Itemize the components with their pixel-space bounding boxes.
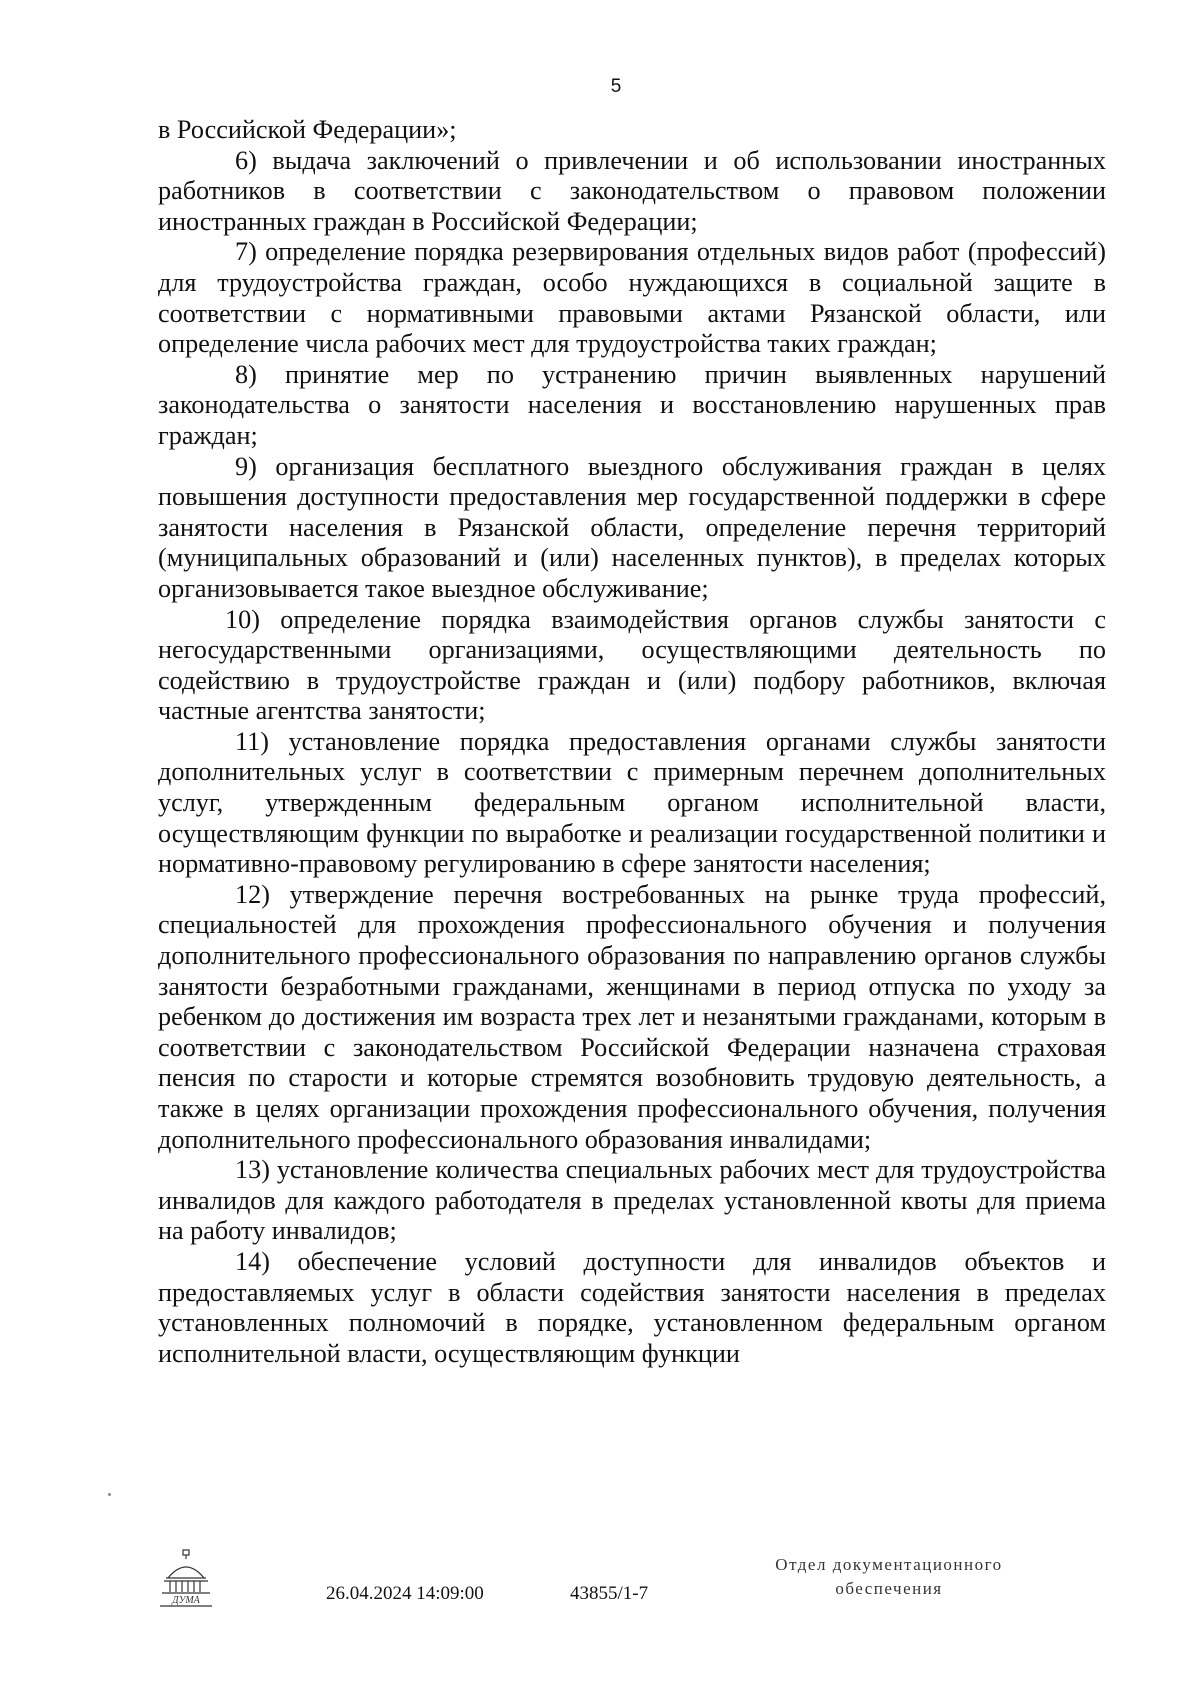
list-item-10: 10) определение порядка взаимодействия органов службы занятости с негосударственными организациями, осуществляющими деятельность по содействию в трудоустройстве граждан и (или) подбору работников, включая частные агентства занятости; bbox=[158, 604, 1106, 726]
logo-text: ДУМА bbox=[172, 1595, 200, 1606]
department-stamp bbox=[738, 1553, 1040, 1601]
page-number: 5 bbox=[610, 76, 622, 97]
list-item-11: 11) установление порядка предоставления органами службы занятости дополнительных услуг в соответствии с примерным перечнем дополнительных услуг, утвержденным федеральным органом исполнительной власти, осуществляющим функции по выработке и реализации государственной политики и нормативно-правовому регулированию в сфере занятости населения; bbox=[158, 726, 1106, 879]
list-item-7: 7) определение порядка резервирования отдельных видов работ (профессий) для трудоустройства граждан, особо нуждающихся в социальной защите в соответствии с нормативными правовыми актами Рязанской области, или определение числа рабочих мест для трудоустройства таких граждан; bbox=[158, 237, 1106, 359]
list-item-8: 8) принятие мер по устранению причин выявленных нарушений законодательства о занятости населения и восстановлению нарушенных прав граждан; bbox=[158, 359, 1106, 450]
duma-logo-icon bbox=[158, 1548, 214, 1610]
paragraph-continuation: в Российской Федерации»; bbox=[158, 115, 457, 144]
list-item-6: 6) выдача заключений о привлечении и об использовании иностранных работников в соответствии с законодательством о правовом положении иностранных граждан в Российской Федерации; bbox=[158, 145, 1106, 236]
department-line-1: Отдел документационного bbox=[775, 1555, 1003, 1574]
footer-date: 26.04.2024 14:09:00 bbox=[326, 1583, 484, 1604]
scan-mark bbox=[108, 1493, 111, 1496]
list-item-13: 13) установление количества специальных рабочих мест для трудоустройства инвалидов для каждого работодателя в пределах установленной квоты для приема на работу инвалидов; bbox=[158, 1155, 1106, 1246]
list-item-9: 9) организация бесплатного выездного обслуживания граждан в целях повышения доступности предоставления мер государственной поддержки в сфере занятости населения в Рязанской области, определение перечня территорий (муниципальных образований и (или) населенных пунктов), в пределах которых организовывается такое выездное обслуживание; bbox=[158, 451, 1106, 603]
list-item-14: 14) обеспечение условий доступности для инвалидов объектов и предоставляемых услуг в области содействия занятости населения в пределах установленных полномочий в порядке, установленном федеральным органом исполнительной власти, осуществляющим функции bbox=[158, 1246, 1106, 1368]
footer-reg-number: 43855/1-7 bbox=[570, 1583, 649, 1604]
document-body bbox=[158, 115, 1106, 1369]
department-line-2: обеспечения bbox=[835, 1579, 943, 1598]
list-item-12: 12) утверждение перечня востребованных на рынке труда профессий, специальностей для прохождения профессионального обучения и получения дополнительного профессионального образования по направлению органов службы занятости безработными гражданами, женщинами в период отпуска по уходу за ребенком до достижения им возраста трех лет и незанятыми гражданами, которым в соответствии с законодательством Российской Федерации назначена страховая пенсия по старости и которые стремятся возобновить трудовую деятельность, а также в целях организации прохождения профессионального обучения, получения дополнительного профессионального образования инвалидами; bbox=[158, 879, 1106, 1154]
